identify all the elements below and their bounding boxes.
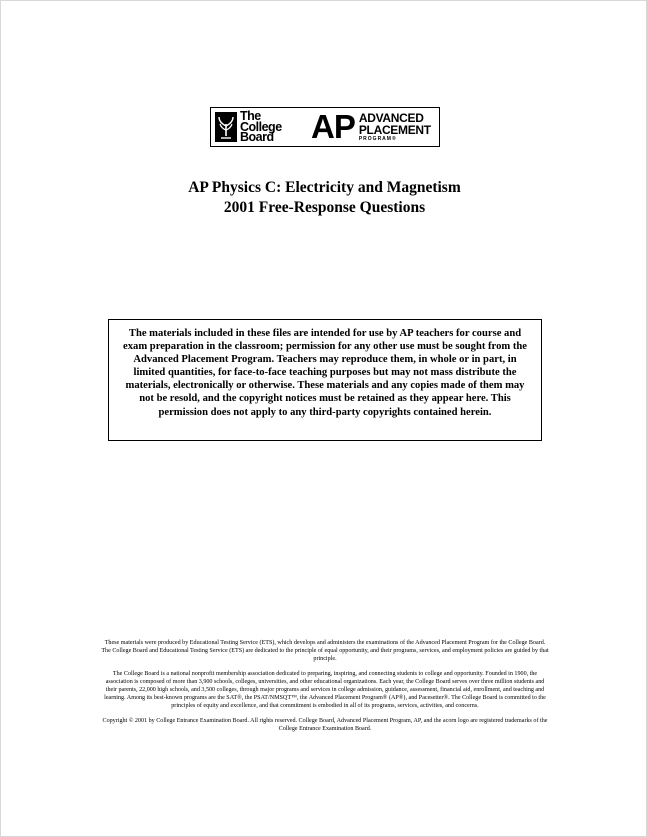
logo-banner [210,107,440,147]
advanced-placement-wordmark: ADVANCED PLACEMENT PROGRAM® [358,111,431,142]
college-board-wordmark: The College Board [240,109,282,145]
college-board-logo [215,110,309,144]
permission-notice: The materials included in these files are intended for use by AP teachers for course and exam preparation in the classroom; permission for any other use must be sought from the Advanced Placement Program. Teachers may reproduce them, in whole or in part, in limited quantities, for face-to-face teaching purposes but may not mass distribute the materials, electronically or otherwise. These materials and any copies made of them may not be resold, and the copyright notices must be retained as they appear here. This permission does not apply to any third-party copyrights contained herein. [108,319,542,441]
title-subject: AP Physics C: Electricity and Magnetism [188,179,461,196]
footer-fine-print [101,639,549,739]
acorn-icon [215,112,237,142]
ap-logo-letters: AP [311,108,355,145]
title-subtitle: 2001 Free-Response Questions [223,198,426,216]
footer-copyright: Copyright © 2001 by College Entrance Examination Board. All rights reserved. College Board, Advanced Placement Program, AP, and the acorn logo are registered trademarks of the College Entrance Examination Board. [102,717,548,732]
footer-ets-paragraph: These materials were produced by Educational Testing Service (ETS), which develops and administers the examinations of the Advanced Placement Program for the College Board. The College Board and Educational Testing Service (ETS) are dedicated to the principle of equal opportunity, and their programs, services, and employment policies are guided by that principle. [101,640,549,663]
document-title [1,178,647,217]
footer-college-board-paragraph: The College Board is a national nonprofit membership association dedicated to preparing, inspiring, and connecting students to college and opportunity. Founded in 1900, the association is composed of more than 3,900 schools, colleges, universities, and other educational organizations. Each year, the College Board serves over three million students and their parents, 22,000 high schools, and 3,500 colleges, through major programs and services in college admission, guidance, assessment, financial aid, enrollment, and teaching and learning. Among its best-known programs are the SAT®, the PSAT/NMSQT™, the Advanced Placement Program® (AP®), and Pacesetter®. The College Board is committed to the principles of equity and excellence, and that commitment is embodied in all of its programs, services, activities, and concerns. [104,670,546,710]
